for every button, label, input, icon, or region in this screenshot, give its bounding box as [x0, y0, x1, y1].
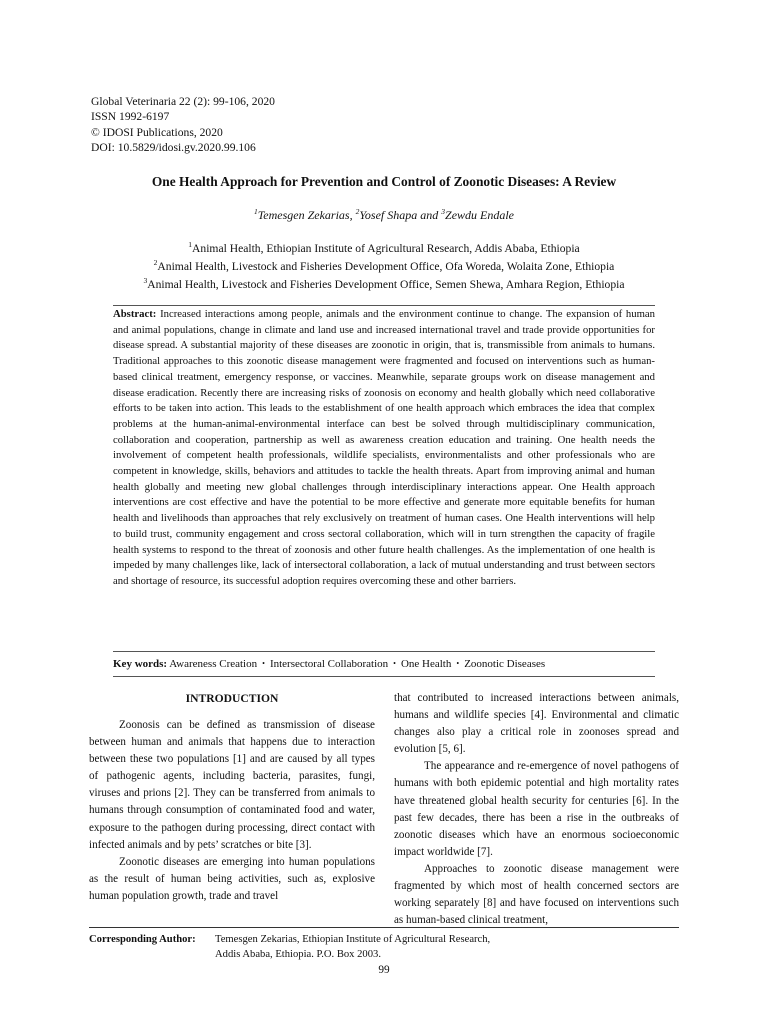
keywords-top-rule: [113, 651, 655, 652]
keyword: Awareness Creation: [169, 658, 258, 670]
author: $^3$Zewdu Endale: [441, 207, 515, 222]
corresponding-author-line: Temesgen Zekarias, Ethiopian Institute of Agricultural Research,: [215, 934, 491, 945]
paragraph: Zoonosis can be defined as transmission of disease between human and animals that happens due to interaction between these two populations [1] and are caused by all types of pathogenic agents, including bacteria, parasites, fungi, viruses and prions [2]. They can be transferred from animals to humans through consumption of contaminated food and water, exposure to the pathogen during processing, direct contact with infected animals and by pets’ scratches or bite [3].: [89, 719, 375, 851]
affiliation: $^2$Animal Health, Livestock and Fisheries Development Office, Ofa Woreda, Wolaita Zone, Ethiopia: [153, 257, 615, 273]
paragraph: that contributed to increased interactions between animals, humans and wildlife species [4]. Environmental and climatic changes also play a critical role in zoonoses spread and evolution [5, 6].: [394, 692, 679, 756]
keywords-bottom-rule: [113, 676, 655, 677]
journal-metadata: [91, 94, 275, 156]
keyword: One Health: [400, 658, 452, 670]
copyright: © IDOSI Publications, 2020: [91, 125, 223, 139]
paragraph: Approaches to zoonotic disease management were fragmented by which most of health concerned sectors are working separately [8] and have focused on interventions such as human-based clinical treatment,: [394, 862, 679, 927]
author: $^1$Temesgen Zekarias,: [253, 207, 356, 222]
corresponding-author: [89, 932, 490, 963]
keyword: Intersectoral Collaboration: [269, 658, 389, 670]
section-heading: INTRODUCTION: [185, 692, 279, 705]
abstract: [113, 307, 655, 590]
page-number: 99: [378, 964, 390, 976]
journal-citation: Global Veterinaria 22 (2): 99-106, 2020: [91, 95, 275, 108]
body-column-right: [394, 690, 679, 929]
issn: ISSN 1992-6197: [91, 110, 170, 124]
affiliation: $^1$Animal Health, Ethiopian Institute of Agricultural Research, Addis Ababa, Ethiopia: [188, 240, 580, 255]
keyword-separator: •: [262, 659, 265, 668]
keywords: [113, 658, 655, 670]
corresponding-author-address: Addis Ababa, Ethiopia. P.O. Box 2003.: [215, 949, 381, 961]
corresponding-author-label: Corresponding Author:: [89, 934, 196, 945]
keyword: Zoonotic Diseases: [464, 658, 546, 670]
keywords-label: Key words:: [113, 658, 168, 670]
keyword-separator: •: [456, 659, 460, 668]
footnote-rule: [89, 927, 679, 928]
affiliation: $^3$Animal Health, Livestock and Fisheries Development Office, Semen Shewa, Amhara Region, Ethiopia: [143, 275, 625, 291]
author-list: [0, 208, 768, 223]
abstract-text: Increased interactions among people, animals and the environment continue to change. The expansion of human and animal populations, change in climate and land use and increased international travel and trade provide opportunities for disease spread. A substantial majority of these diseases are zoonotic in origin, that is, transmissible from animals to humans. Traditional approaches to this zoonotic disease management were fragmented and focused on interventions such as human-based clinical treatment, emergency response, or vaccines. Meanwhile, separate groups work on disease management and disease eradication. Recently there are increasing risks of zoonosis on economy and health globally which need collaborative efforts to be taken into action. This leads to the establishment of one health approach which embraces the idea that complex problems at the human-animal-environmental interface can best be solved through multidisciplinary communication, collaboration and cooperation, partnership as well as awareness creation education and training. One health needs the involvement of competent health professionals, wildlife specialists, environmentalists and other professionals who are competent in knowledge, skills, behaviors and attitudes to tackle the health threats. Apart from improving animal and human health globally and meeting new global challenges through interdisciplinary interactions appear. One Health approach interventions are cost effective and have the potential to be more effective and generate more equitable benefits for human health and livelihoods than approaches that rely exclusively on treatment of human cases. One Health interventions will help to build trust, community engagement and cross sectoral collaboration, which will in turn strengthen the capacity of fragile health systems to respond to the threat of zoonosis and other future health challenges. As the implementation of one health is impeded by many challenges like, lack of intersectoral collaboration, a lack of mutual understanding and trust between sectors and shortage of resource, its successful adoption requires overcoming these and other barriers.: [113, 308, 656, 587]
keyword-separator: •: [393, 659, 396, 668]
body-column-left: [89, 690, 375, 905]
abstract-label: Abstract:: [113, 308, 157, 320]
doi: DOI: 10.5829/idosi.gv.2020.99.106: [91, 141, 256, 155]
affiliation-list: [0, 240, 768, 293]
author: $^2$Yosef Shapa and: [355, 207, 442, 222]
abstract-top-rule: [113, 305, 655, 306]
paragraph: The appearance and re-emergence of novel pathogens of humans with both epidemic potential and high mortality rates have threatened global health security for centuries [6]. In the past few decades, there has been a rise in the outbreaks of zoonotic diseases which have an enormous socioeconomic impact worldwide [7].: [394, 760, 679, 858]
paragraph: Zoonotic diseases are emerging into human populations as the result of human being activities, such as, explosive human population growth, trade and travel: [89, 855, 375, 902]
paper-title: One Health Approach for Prevention and Control of Zoonotic Diseases: A Review: [151, 174, 617, 189]
